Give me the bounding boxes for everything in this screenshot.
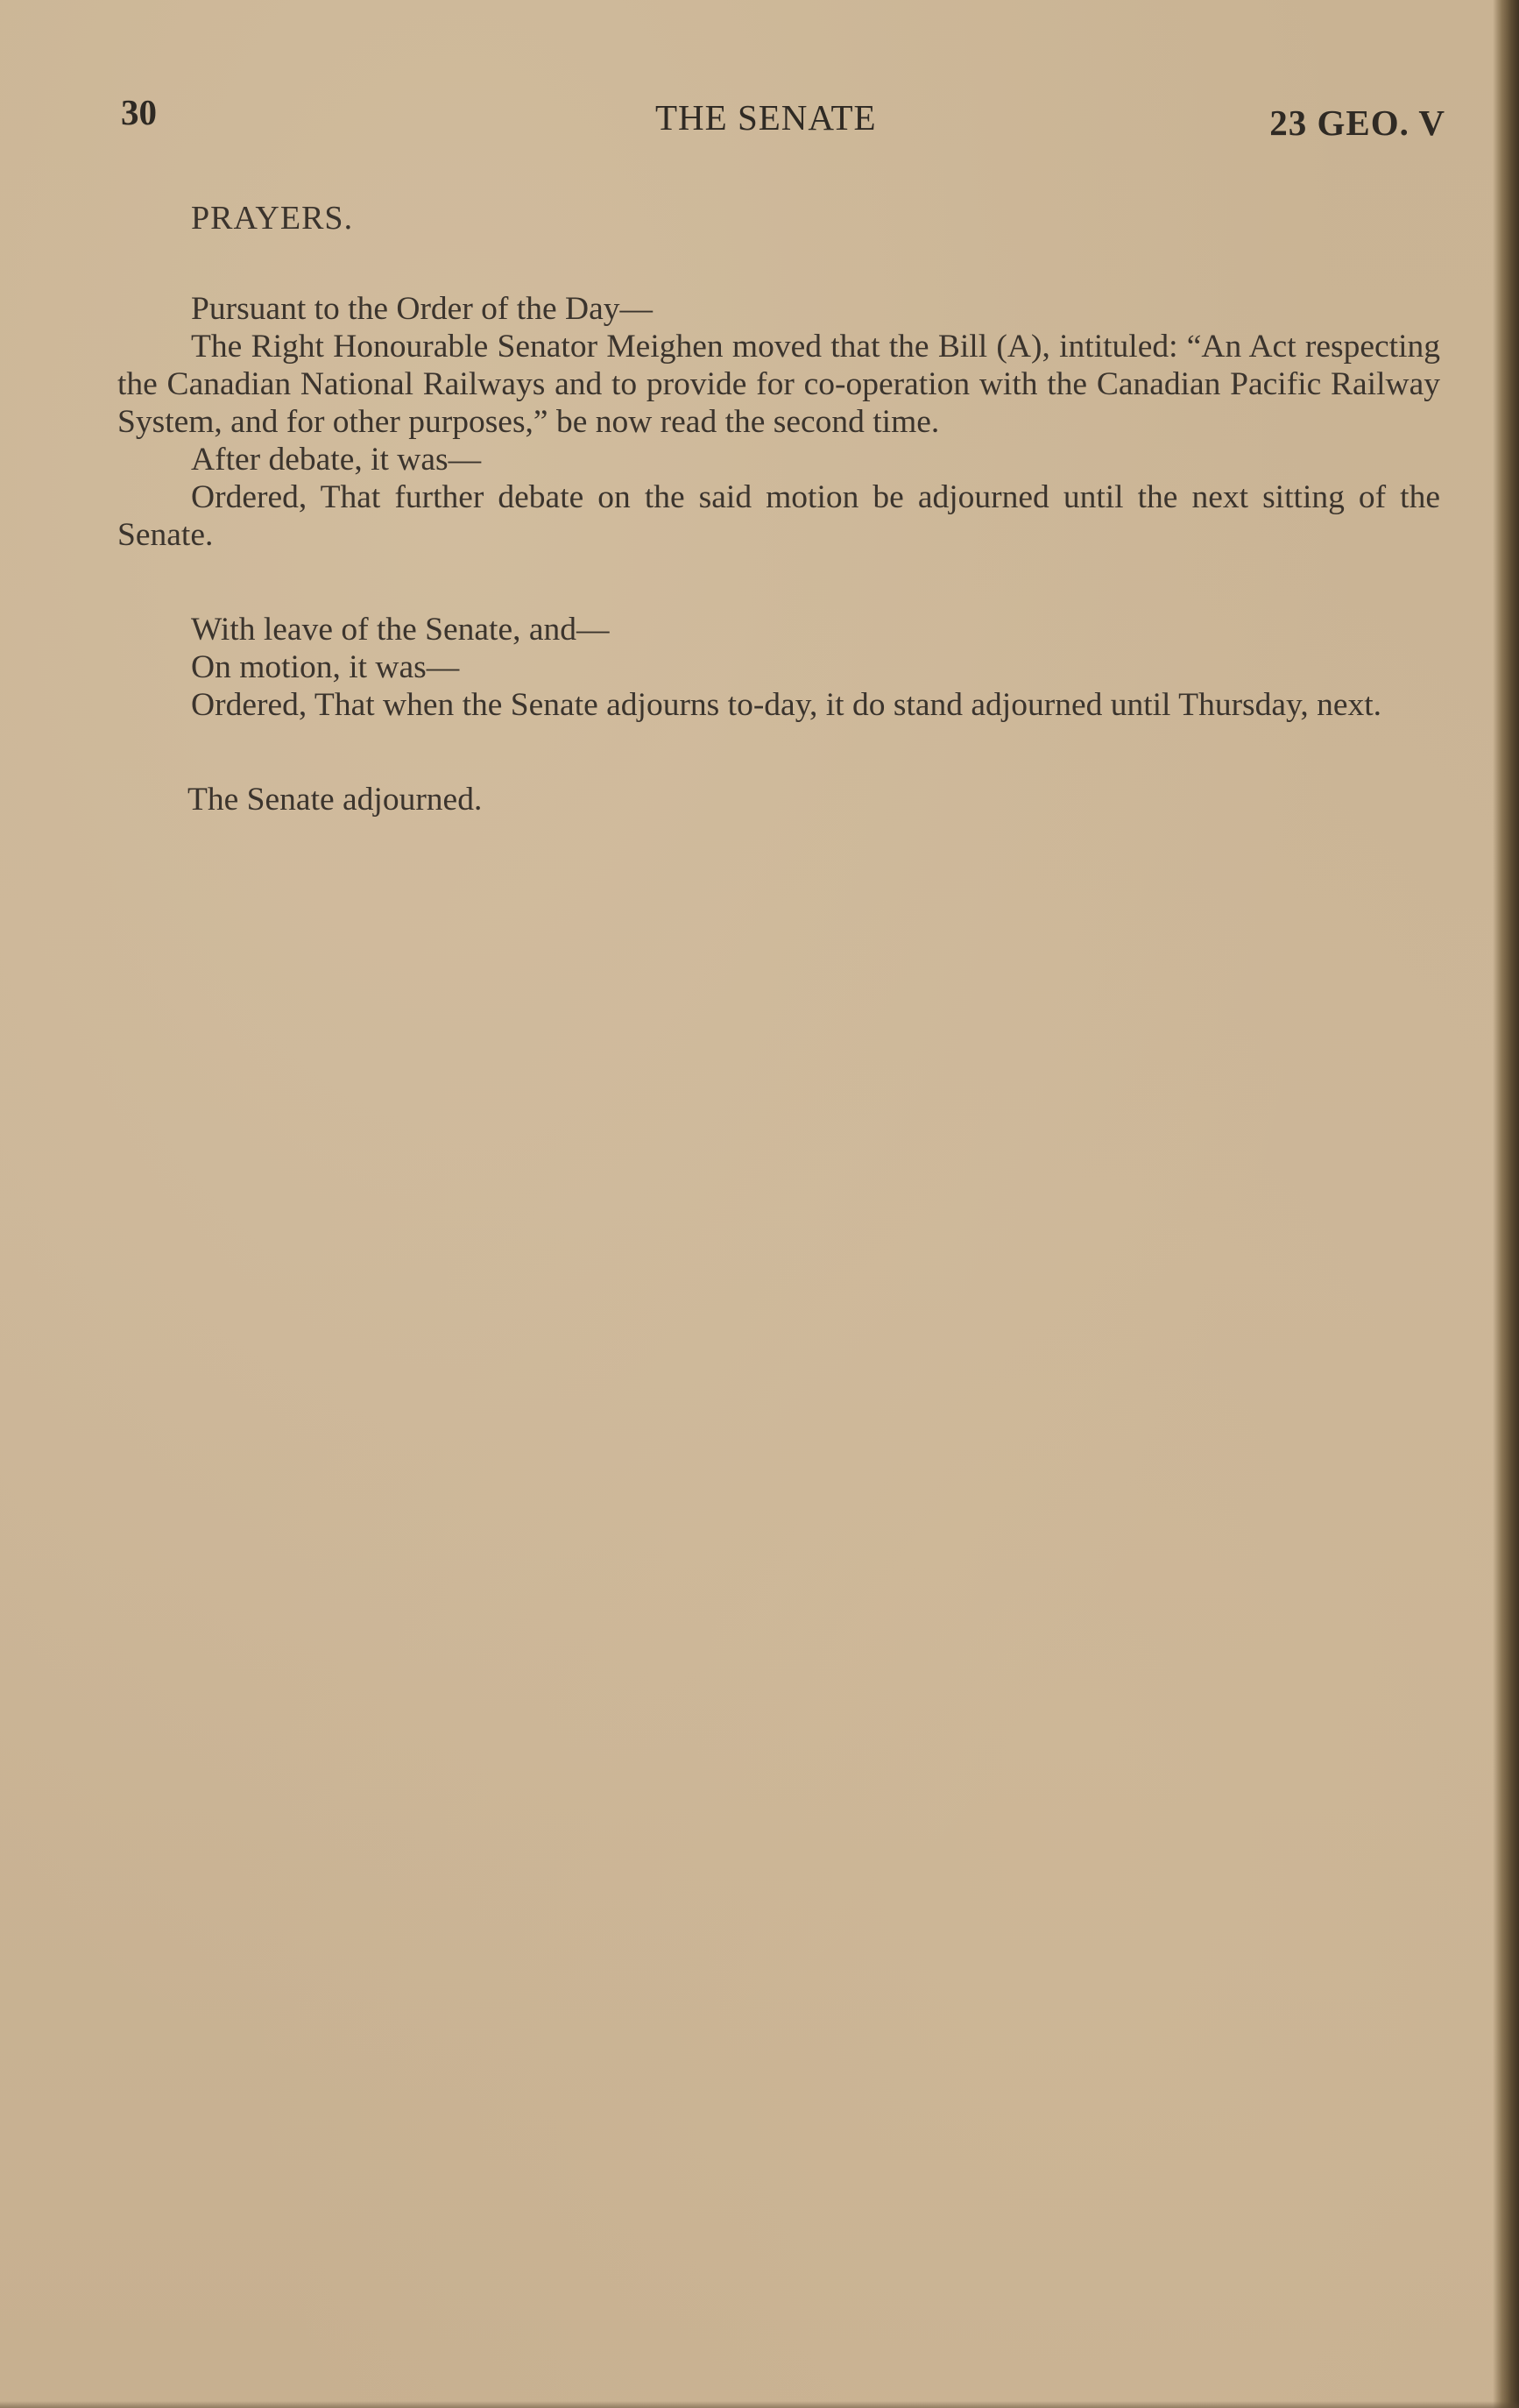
closing-line: The Senate adjourned. [187,782,483,818]
debate-line: After debate, it was— [191,442,482,478]
leave-line: With leave of the Senate, and— [191,612,610,648]
section-heading: PRAYERS. [191,200,354,237]
section-gap [117,554,1440,611]
motion-line: On motion, it was— [191,649,460,685]
motion-paragraph: The Right Honourable Senator Meighen moved that the Bill (A), intituled: “An Act respecting the Canadian National Railways and to provide for co-operation with the Canadian Pacific Railway System, and for other purposes,” be now read the second time. [117,329,1440,440]
journal-body [117,200,1440,818]
thursday-order-paragraph: Ordered, That when the Senate adjourns to-day, it do stand adjourned until Thursday, next. [191,687,1382,723]
order-of-day-line: Pursuant to the Order of the Day— [191,291,653,327]
adjournment-order-paragraph: Ordered, That further debate on the said motion be adjourned until the next sitting of the Senate. [117,479,1440,553]
page-bottom-edge [0,2401,1519,2408]
running-title: THE SENATE [655,97,877,138]
section-gap [117,724,1440,781]
regnal-year: 23 GEO. V [1269,103,1445,143]
running-head [121,91,1445,144]
book-spine-shadow [1493,0,1519,2408]
page-number: 30 [121,92,157,132]
